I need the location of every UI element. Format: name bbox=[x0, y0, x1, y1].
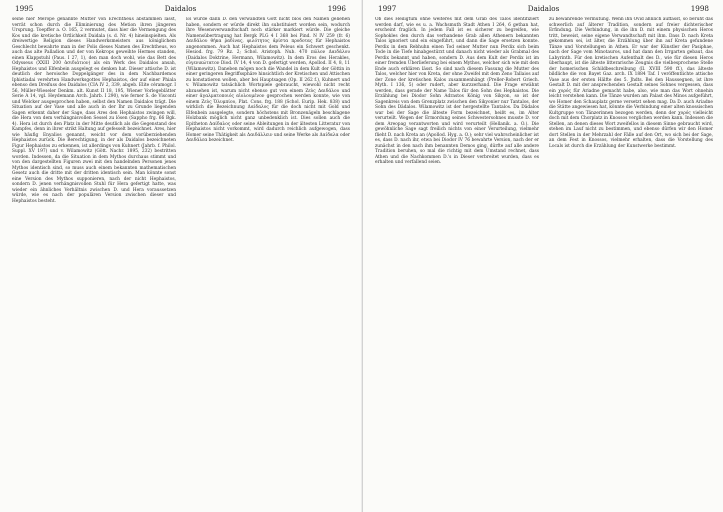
running-head bbox=[376, 4, 711, 14]
running-title: Daidalos bbox=[164, 4, 197, 13]
running-title: Daidalos bbox=[527, 4, 560, 13]
text-column-1 bbox=[12, 17, 176, 503]
text-column-2 bbox=[186, 17, 350, 503]
text-column-1 bbox=[375, 17, 539, 503]
page-number-right: 1996 bbox=[327, 4, 346, 13]
page-number-right: 1998 bbox=[690, 4, 709, 13]
running-head bbox=[13, 4, 348, 14]
column-text: zu bewahrende Vermutung. Wenn ihn Ovid ähnlich auffasst, so beruht das schwerlich auf älterer Tradition, sondern auf freier dichterischer Erfindung. Die Verbindung, in die ihn D. mit einem physischen Heros tritt, beweist, seine eigene Verwandtschaft mit ihm. Dass D. nach Kreta gekommen sei, ist älter, die Erzählung über ihn auf Kreta gefundene Tänze und Vorstellungen in Athen. Er war der Künstler der Pasiphae, nach der Sage vom Minotauros, und hat dann den Irrgarten gebaut, das Labyrinth. Für den kretischen Aufenthalt des D., wie für diesen Heros überhaupt, ist die älteste litterarische Zeugnis die vielbesprochene Stelle der homerischen Schildbeschreibung (Il. XVIII 590 ff.), das älteste bildliche die von Bayet Gaz. arch. IX 1884 Taf. I veröffentlichte attische Vase aus der ersten Hälfte des 5. Jhdts. Bei den Haussegnen, ist ihre Gestalt D. mit der ansprechenden Gestalt seines Sohnes vergessen, dass ein χορός für Ariadne gemacht habe, also, wie man das Wort ohnehin leicht verstehen kann. Die Tänze wurden am Palast des Minos aufgeführt, wo Homer den Schauplatz gerne versetzt sehen mag. Da D. auch Ariadne die Stätte angewiesen hat, könnte die Verbindung einer alten knossischen Kultgruppe von Tänzerinnen bezogen werden, denn der χορός vielleicht doch mit dem Chorplatz in Knossos verglichen werden kann. Indessen die Stellen, an denen dieses Wort zweifellos in diesem Sinne gebraucht wird, stehen im Lauf nicht zu bestimmen, und ebenso dürfen wir den Homer dort Stellen in der Mehrzahl der Fälle auf den Ort, wo sich bei der Sage, an dem Fest in Knossos, vielmehr erhalten, dass die Vorstellung des Locals ist durch die Erzählung der Kunstwerke bestimmt. bbox=[549, 17, 713, 149]
text-column-2 bbox=[549, 17, 713, 503]
column-text: seine hier Merope genannte Mutter von Erechtheus abstammen lässt, verrät schon durch die Eliminierung des Metion ihren jüngeren Ursprung. Toepffer a. O. 165, 2 vermutet, dass hier die Vermengung des Kos und die kretische Ortlichkeit Daidala (s. d. Nr. 4) hineinspielten. Als dreiwertige Religion dieses Handwerksmeisters aus königlichem Geschlecht bewahrte man in der Polis dieses Namen des Erechtheus, wo auch das alte Palladion und der von Kekrops geweihte Hermes standen, einen Klappstuhl (Paus. I 27, 1), den man doch wohl, wie das Bett des Odysseus (XXIII 200 ἀσιδιάτιον) als ein Werk des Daidalos ansah, Hephaistos und Elfenbein ausgelegt es denken hat. Dieser attische D. ist deutlich der heroische Doppelgänger des in dem Nachbardemos Iphistiadai verehrten Handwerksgottes Hephaistos, der auf einer Phiala ebenso den Dreifuss des Daidalos (CIA IV 2, 339, abgeb. Elite céramogr. I 56, Müller-Wieseler Denkm. alt. Kunst II 18, 195, Wiener Vorlegeblätter Serie A 14, vgl. Heydemann Arch. Jahrb. I 290), wie ferner S. de Visconti und Welcker ausgesprochen haben, selbst den Namen Daidalos trägt. Die Situation auf der Vase und alle auch in der Ihr zu Grunde liegenden Sagen erkennt daher der Sage, dass Ares den Hephaistos zwingen will, die Hera von dem verhängnisvollen Sessel zu lösen (Sappho frg. 66 Bgk. 4). Hera ist durch den Platz in der Mitte deutlich als die Gegenstand des Kampfes, denn in ihrer strikt Haltung auf gefesselt bezeichnet. Ares, hier wie häufig Enyalios genannt, weicht vor dem vorüberziehenden Hephaistos zurück. Die Berechtigung, in der als Daidalos bezeichneten Figur Hephaistos zu erkennen, ist allerdings von Kuhnert (Jahrb. f. Philol. Suppl. XV 197) und v. Wilamowitz (Gött. Nachr. 1895, 232) bestritten worden. Indessen, da die Situation in dem Mythos durchaus stimmt und von den dargestellten Figuren zwei mit den handelnden Personen jenes Mythos identisch sind, so muss auch einem bekannten mathematischen Gesetz auch die dritte mit der dritten identisch sein. Man könnte sonst eine Version des Mythos supponieren, nach der nicht Hephaistos, sondern D. jenen verhängnisvollen Stuhl für Hera gefertigt hatte, was wieder ein ähnliches Verhältnis zwischen D. und Hera voraussetzen würde, wie es nach der populären Version zwischen dieser und Hephaistos besteht. bbox=[12, 17, 176, 204]
column-text: Ob dies Heiligtum ohne weiteres mit dem Grab des Talos identifiziert werden darf, wie es u. a. Wachsmuth Stadt Athen I 264, 6 gethan hat, erscheint fraglich. In jedem Fall ist es sicherer zu begreifen, wie Sophokles den durch das verhandene Grab allen Athenern bekannten Talos ignoriert und ein eingeführt, und dann die Sage ersetzen konnte. Perdix in dem Rebhuhn einen Tod seiner Mutter nun Perdix sich beim Tode in die Tiefe hinabgestürzt und danach nicht wieder als Grabmal des Perdix bekannt und haben, sondern D. Aus dem Kult der Perdix ist im einer fremden Überlieferung bei einem Mythos, welcher sich wie mit dem Ende auch erklären lässt. So sind nach diesem Fassung die Mutter des Talos, welcher hier von Kreta, der ohne Zweifel mit dem Zeno Tallaios auf der Zone der kretischen Kalos zusammenhängt (Preller-Robert Griech. Myth. I 136, 5) oder rudert, aber kurzzerhand. Die Frage erwähnt werden, dass gerade der Name Talos für den Sohn des Hephaistos. Die Erzählung bei Diodor Sohn Adrastos König von Sikyon, so ist der Sagenkreis von dem Grenzplatz zwischen den Sikyonier nur Tantalos, der Sohn des Dädalos. Wilamowitz ist der hergestellte Tantalos. Da Dädalos war bei der Sage die älteste Form bezeichnet, heißt es, im Alter verurteilt. Wegen der Ermordung seines Schwestersohnes musste D. vor dem Areopag verantworten und wird verurteilt (Hellanik. a. O.). Die gewöhnliche Sage sagt freilich nichts von einer Verurteilung, vielmehr flieht D. nach Kreta an (Apollod. Hyg. a. O.); sehr viel wahrscheinlicher ist es, dass D. nach ihr, etwa bei Diodor IV 76 bewahrte Version, nach der er zunächst in den nach ihm benannten Demos ging, dürfte auf alle andere Tradition beruhen, so mal die richtig mit dem Umstand rechnet, dass Athen und die Nachkommen D.'s in Dieser verbreitet wurden, dass es erhalten und verfallend seien. bbox=[375, 17, 539, 165]
left-page bbox=[0, 0, 361, 512]
right-page bbox=[362, 0, 723, 512]
page-number-left: 1995 bbox=[15, 4, 34, 13]
page-number-left: 1997 bbox=[378, 4, 397, 13]
column-text: Es würde dann D. den verwandten Gott nicht blos den Namen geliehen haben, sondern er würde direkt ihn substituiert worden sein, wodurch ihre Wesensverwandtschaft noch stärker markiert würde. Die gleiche Namensübertragung hat Bergk PLG 4 I 368 bei Pind. N IV 259 (fr. 6) Δαιδάλου θήκα ῥαδίνας, φιλότητος ἀρίστα προδοτας für Hephaistos angenommen. Auch hat Hephaistos dem Peleus ein Schwert geschenkt. Hesiod. frg. 79 Rz. 2; Schol. Aristoph. Nub. 470 πῶλον Δαιδάλου (Daidalos Doktrine, Hermann, Wilamowitz). In dem Eros des Herakles, εὐγενικώτατον Diod. IV 14, 4 von D. gefertigt werden, Apollod. II 4, 8, 11 (Wilamowitz). Daneben mögen noch die Wandel in dem Kult der Göttin in einer geringeren Begriffssphäre hinsichtlich der Kretischen und Attischen zu konstatieren wollen, aber bei Hauptsagen (Op. II 262 f.), Kuhnert und v. Wilamowitz tatsächlich Wortspiele gebraucht, wiewohl nicht recht abzusehen ist, warum nicht ebenso gut von einem Ζεὺς Δαιδάλου und einer ἀγαλματοποιός αἰολουμένον gesprochen werden konnte, wie von einem Ζεὺς Ὀλυμπίου, Plat. Cons. frg. 188 (Schol. Eurip. Hek. 838) und wirklich die Bezeichnung Δαίδαλος für die doch nicht mit Gold und Elfenbein ausgelegte, sondern höchstens mit Bronzenägeln beschlagene Holzbank möglich nicht ganz unbedenklich ist. Dies sollen auch die Epitheton Δαίδαλος oder seine Ableitungen in der ältesten Litteratur von Hephaistos nicht vorkommt, wird dadurch reichlich aufgewogen, dass Homer seine Thätigkeit als Δαιδάλλειν und seine Werke als Δαίδαλα oder Δαιδάλεα bezeichnet. bbox=[186, 17, 350, 143]
